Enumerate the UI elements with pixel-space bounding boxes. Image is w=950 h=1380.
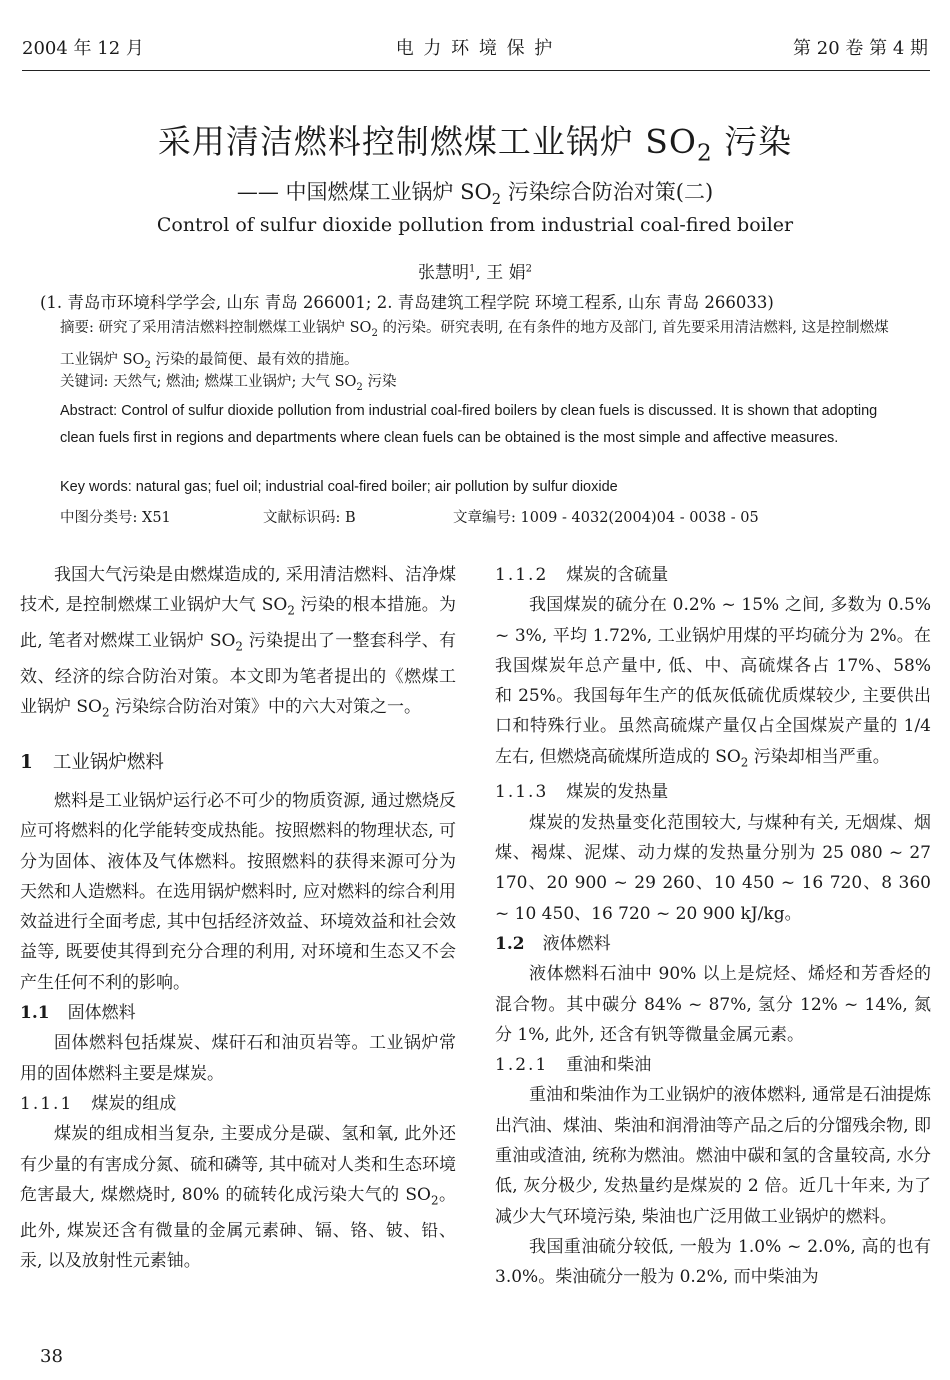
section-1-2-1-paragraph-1: 重油和柴油作为工业锅炉的液体燃料, 通常是石油提炼出汽油、煤油、柴油和润滑油等产品之后的分馏残余物, 即重油或渣油, 统称为燃油。燃油中碳和氢的含量较高, 水分低, 灰分极少, 发热量约是煤炭的 2 倍。近几十年来, 为了减少大气环境污染, 柴油也广泛用做工业锅炉的燃料。 [495,1085,931,1227]
article-number: 文章编号: 1009 - 4032(2004)04 - 0038 - 05 [453,510,759,526]
section-1-1-1-paragraph: 煤炭的组成相当复杂, 主要成分是碳、氢和氧, 此外还有少量的有害成分氮、硫和磷等, 其中硫对人类和生态环境危害最大, 煤燃烧时, 80% 的硫转化成污染大气的 $SO_2$。此外, 煤炭还含有微量的金属元素砷、镉、铬、铍、铅、汞, 以及放射性元素铀。 [20,1124,456,1271]
article-title: 采用清洁燃料控制燃煤工业锅炉 $SO_2$ 污染 [157,122,793,167]
section-1-1-2-paragraph: 我国煤炭的硫分在 0.2% ~ 15% 之间, 多数为 0.5% ~ 3%, 平均 1.72%, 工业锅炉用煤的平均硫分为 2%。在我国煤炭年总产量中, 低、中、高硫煤各占 17%、58% 和 25%。我国每年生产的低灰低硫优质煤较少, 主要供出口和特殊行业。虽然高硫煤产量仅占全国煤炭产量的 1/4 左右, 但燃烧高硫煤所造成的 $SO_2$ 污染却相当严重。 [495,595,931,770]
abstract-cn: 摘要: 研究了采用清洁燃料控制燃煤工业锅炉 $SO_2$ 的污染。研究表明, 在有条件的地方及部门, 首先要采用清洁燃料, 这是控制燃煤工业锅炉 $SO_2$ 污染的最简便、最有效的措施。 [60,320,889,371]
right-column [495,560,931,1293]
section-1-paragraph: 燃料是工业锅炉运行必不可少的物质资源, 通过燃烧反应可将燃料的化学能转变成热能。按照燃料的物理状态, 可分为固体、液体及气体燃料。按照燃料的获得来源可分为天然和人造燃料。在选用锅炉燃料时, 应对燃料的综合利用效益进行全面考虑, 其中包括经济效益、环境效益和社会效益等, 既要使其得到充分合理的利用, 对环境和生态又不会产生任何不利的影响。 [20,790,456,993]
section-1-2-1-paragraph-2: 我国重油硫分较低, 一般为 1.0% ~ 2.0%, 高的也有 3.0%。柴油硫分一般为 0.2%, 而中柴油为 [495,1236,931,1288]
section-1-1-1-heading: 1.1.1 煤炭的组成 [20,1093,177,1114]
header-date: 2004 年 12 月 [22,38,144,59]
header-volume: 第 20 卷 第 4 期 [793,38,928,59]
article-subtitle: —— 中国燃煤工业锅炉 $SO_2$ 污染综合防治对策(二) [236,180,714,209]
section-1-1-paragraph: 固体燃料包括煤炭、煤矸石和油页岩等。工业锅炉常用的固体燃料主要是煤炭。 [20,1033,456,1084]
section-1-2-heading: 1.2 液体燃料 [495,933,611,954]
author-list: 张慧明$^1$, 王 娟$^2$ [418,263,532,283]
page-number: 38 [40,1346,63,1367]
keywords-en: Key words: natural gas; fuel oil; industrial coal-fired boiler; air pollution by sulfur dioxide [60,479,618,495]
abstract-en: Abstract: Control of sulfur dioxide pollution from industrial coal-fired boilers by clean fuels is discussed. It is shown that adopting clean fuels first in regions and departments where clean fuels can be obtained is the most simple and affective measures. [60,403,878,446]
section-1-2-paragraph: 液体燃料石油中 90% 以上是烷烃、烯烃和芳香烃的混合物。其中碳分 84% ~ 87%, 氢分 12% ~ 14%, 氮分 1%, 此外, 还含有钒等微量金属元素。 [495,964,931,1045]
section-1-2-1-heading: 1.2.1 重油和柴油 [495,1055,652,1076]
header-rule [22,70,930,71]
section-1-1-3-paragraph: 煤炭的发热量变化范围较大, 与煤种有关, 无烟煤、烟煤、褐煤、泥煤、动力煤的发热量分别为 25 080 ~ 27 170、20 900 ~ 29 260、10 450 ~ 16 720、8 360 ~ 10 450、16 720 ~ 20 900 kJ/kg。 [495,812,931,924]
doc-code: 文献标识码: B [263,510,356,526]
clc-number: 中图分类号: X51 [60,510,171,526]
section-1-1-3-heading: 1.1.3 煤炭的发热量 [495,782,669,803]
header-journal: 电 力 环 境 保 护 [395,38,555,59]
section-1-heading: 1 工业锅炉燃料 [20,751,164,773]
section-1-1-heading: 1.1 固体燃料 [20,1003,136,1024]
english-title: Control of sulfur dioxide pollution from industrial coal-fired boiler [156,214,794,236]
affiliation: (1. 青岛市环境科学学会, 山东 青岛 266001; 2. 青岛建筑工程学院 环境工程系, 山东 青岛 266033) [40,293,774,312]
keywords-cn: 关键词: 天然气; 燃油; 燃煤工业锅炉; 大气 $SO_2$ 污染 [60,374,397,393]
intro-paragraph: 我国大气污染是由燃煤造成的, 采用清洁燃料、洁净煤技术, 是控制燃煤工业锅炉大气 $SO_2$ 污染的根本措施。为此, 笔者对燃煤工业锅炉 $SO_2$ 污染提出了一整套科学、有效、经济的综合防治对策。本文即为笔者提出的《燃煤工业锅炉 $SO_2$ 污染综合防治对策》中的六大对策之一。 [20,565,457,720]
left-column [20,560,456,1276]
section-1-1-2-heading: 1.1.2 煤炭的含硫量 [495,565,669,585]
